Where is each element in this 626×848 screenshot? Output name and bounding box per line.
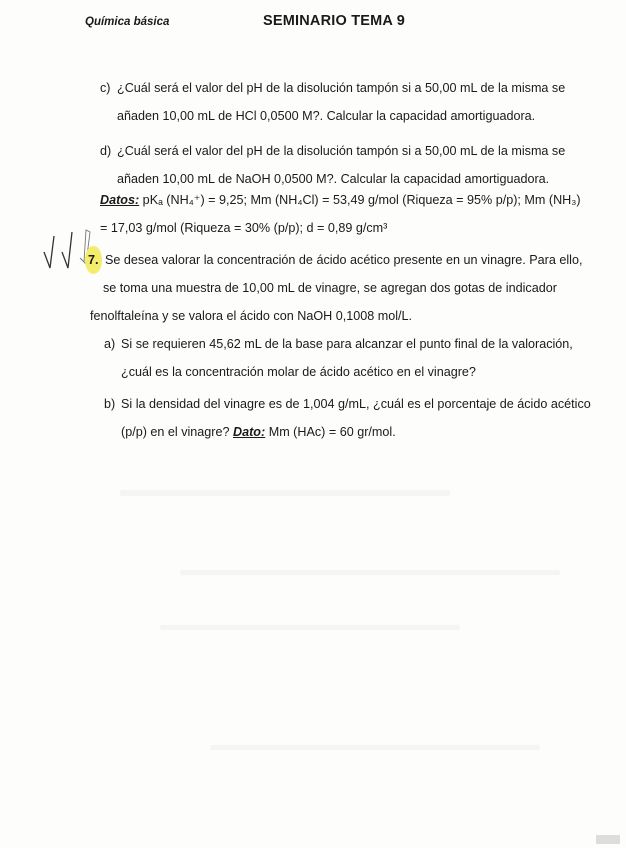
question-7b-line2-post: Mm (HAc) = 60 gr/mol. xyxy=(265,425,396,439)
question-d-line2: añaden 10,00 mL de NaOH 0,0500 M?. Calcular la capacidad amortiguadora. xyxy=(117,172,550,186)
course-name: Química básica xyxy=(85,16,170,28)
datos-key: Datos: xyxy=(100,193,140,207)
scanner-logo-icon xyxy=(596,835,620,844)
question-7b-line2-pre: (p/p) en el vinagre? xyxy=(121,425,234,439)
question-7a-line1: Si se requieren 45,62 mL de la base para alcanzar el punto final de la valoración, xyxy=(121,337,573,351)
question-c-line1: ¿Cuál será el valor del pH de la disolución tampón si a 50,00 mL de la misma se xyxy=(117,81,566,95)
question-d-line1: ¿Cuál será el valor del pH de la disolución tampón si a 50,00 mL de la misma se xyxy=(117,144,566,158)
page-title: SEMINARIO TEMA 9 xyxy=(263,13,406,29)
question-7-line3: fenolftaleína y se valora el ácido con NaOH 0,1008 mol/L. xyxy=(90,309,413,323)
question-7a-line2: ¿cuál es la concentración molar de ácido acético en el vinagre? xyxy=(121,365,476,379)
datos-line1: pKₐ (NH₄⁺) = 9,25; Mm (NH₄Cl) = 53,49 g/mol (Riqueza = 95% p/p); Mm (NH₃) xyxy=(139,193,581,207)
datos-line2: = 17,03 g/mol (Riqueza = 30% (p/p); d = 0,89 g/cm³ xyxy=(100,221,388,235)
data-block xyxy=(100,186,610,242)
question-7-number: 7. xyxy=(85,246,102,274)
question-d-label: d) xyxy=(100,144,112,158)
bleed-through-mark xyxy=(180,570,560,575)
question-7b-line1: Si la densidad del vinagre es de 1,004 g/mL, ¿cuál es el porcentaje de ácido acético xyxy=(121,397,591,411)
question-d xyxy=(100,137,600,193)
question-7a-label: a) xyxy=(104,337,116,351)
question-7a xyxy=(104,330,614,386)
question-7-line1: Se desea valorar la concentración de ácido acético presente en un vinagre. Para ello, xyxy=(101,253,583,267)
question-c xyxy=(100,74,600,130)
bleed-through-mark xyxy=(160,625,460,630)
question-c-label: c) xyxy=(100,81,111,95)
question-7b xyxy=(104,390,614,446)
bleed-through-mark xyxy=(210,745,540,750)
bleed-through-mark xyxy=(120,490,450,496)
question-7 xyxy=(85,246,605,330)
question-7b-label: b) xyxy=(104,397,116,411)
question-7-line2: se toma una muestra de 10,00 mL de vinagre, se agregan dos gotas de indicador xyxy=(103,281,557,295)
dato-key: Dato: xyxy=(233,425,266,439)
question-c-line2: añaden 10,00 mL de HCl 0,0500 M?. Calcular la capacidad amortiguadora. xyxy=(117,109,536,123)
